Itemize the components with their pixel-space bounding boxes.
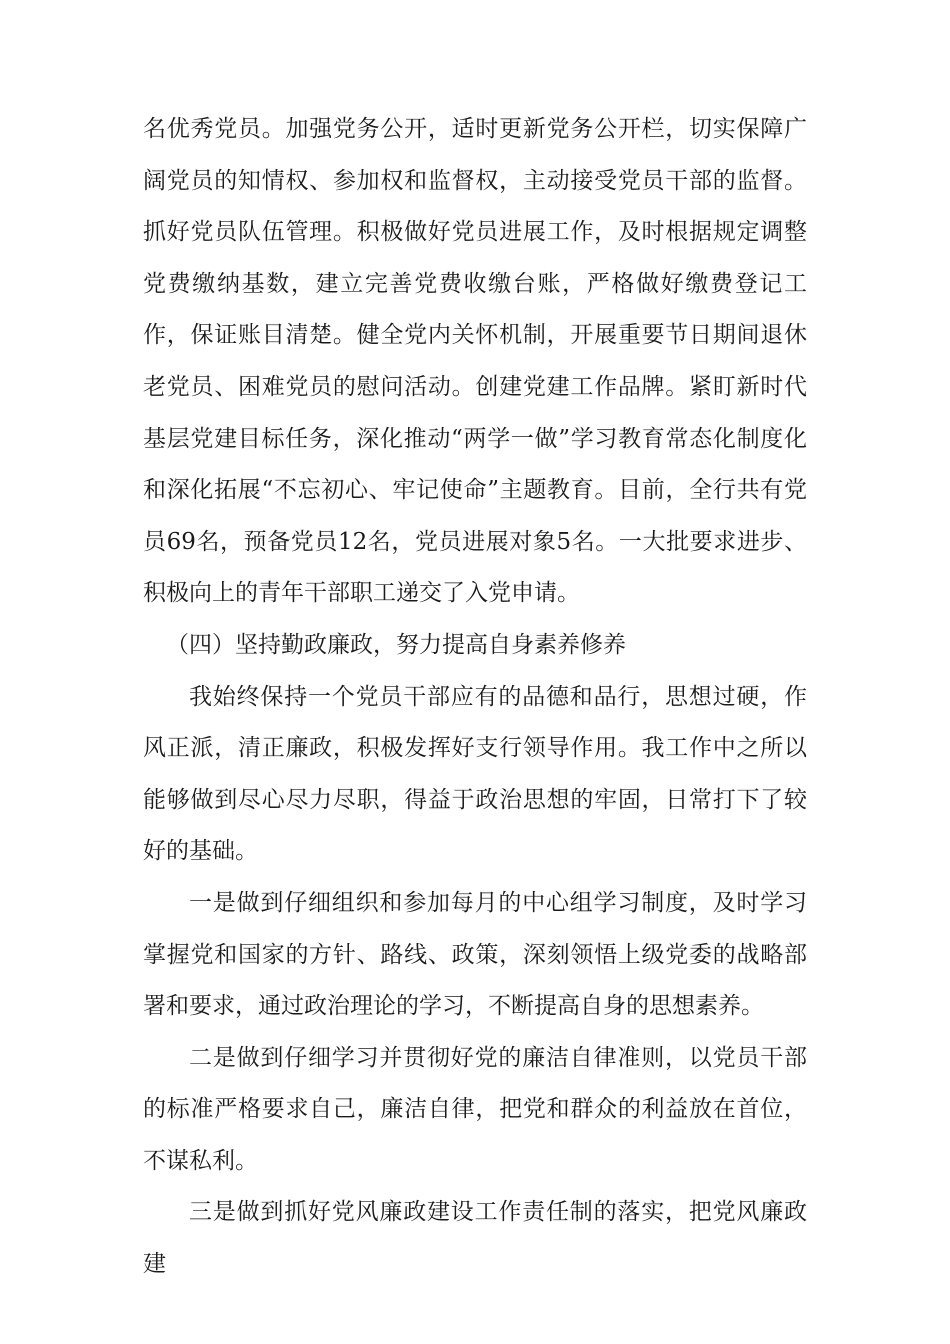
paragraph-point-two: 二是做到仔细学习并贯彻好党的廉洁自律准则，以党员干部的标准严格要求自己，廉洁自律，把党和群众的利益放在首位，不谋私利。 [143,1044,807,1174]
paragraph-party-work-continued: 名优秀党员。加强党务公开，适时更新党务公开栏，切实保障广阔党员的知情权、参加权和监督权，主动接受党员干部的监督。抓好党员队伍管理。积极做好党员进展工作，及时根据规定调整党费缴纳基数，建立完善党费收缴台账，严格做好缴费登记工作，保证账目清楚。健全党内关怀机制，开展重要节日期间退休老党员、困难党员的慰问活动。创建党建工作品牌。紧盯新时代基层党建目标任务，深化推动“两学一做”学习教育常态化制度化和深化拓展“不忘初心、牢记使命”主题教育。目前，全行共有党员69名，预备党员12名，党员进展对象5名。一大批要求进步、积极向上的青年干部职工递交了入党申请。 [143,116,807,607]
paragraph-point-three: 三是做到抓好党风廉政建设工作责任制的落实，把党风廉政建 [143,1199,807,1278]
paragraph-point-one: 一是做到仔细组织和参加每月的中心组学习制度，及时学习掌握党和国家的方针、路线、政策，深刻领悟上级党委的战略部署和要求，通过政治理论的学习，不断提高自身的思想素养。 [143,889,807,1020]
section-heading-four: （四）坚持勤政廉政，努力提高自身素养修养 [166,631,626,658]
document-body [143,104,807,1291]
paragraph-integrity-intro: 我始终保持一个党员干部应有的品德和品行，思想过硬，作风正派，清正廉政，积极发挥好支行领导作用。我工作中之所以能够做到尽心尽力尽职，得益于政治思想的牢固，日常打下了较好的基础。 [143,683,807,865]
